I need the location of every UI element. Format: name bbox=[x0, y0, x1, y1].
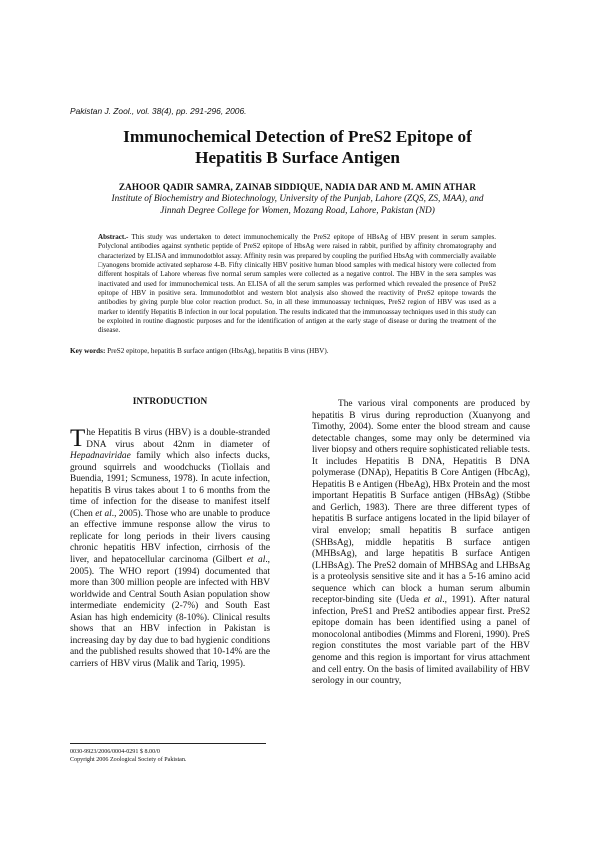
keywords-text: PreS2 epitope, hepatitis B surface antigen (HbsAg), hepatitis B virus (HBV). bbox=[105, 347, 329, 355]
intro-text-e: ., 2005). Those who are unable to produce an effective immune response allow the virus to replicate for long periods in their livers causing chronic hepatitis HBV infection, cirrhosis of the liver, and hepatocellular carcinoma (Gilbert bbox=[70, 508, 271, 566]
intro-text-b: Hepadnaviridae bbox=[70, 451, 131, 462]
footnote bbox=[70, 748, 186, 764]
intro-text-a: he Hepatitis B virus (HBV) is a double-stranded DNA virus about 42nm in diameter of bbox=[86, 428, 270, 450]
journal-citation: Pakistan J. Zool., vol. 38(4), pp. 291-296, 2006. bbox=[70, 106, 247, 116]
body-column-left bbox=[70, 425, 271, 670]
right-text-a: The various viral components are produced by hepatitis B virus during reproduction (Xuanyong and Timothy, 2004). Some enter the blood stream and cause detectable changes, some may only be determined via liver biopsy and others require sophisticated reliable tests. It includes Hepatitis B DNA, Hepatitis B DNA polymerase (DNAp), Hepatitis B Core Antigen (HbcAg), Hepatitis B e Antigen (HbeAg), HBx Protein and the most important Hepatitis B Surface antigen (HBsAg) (Stibbe and Gerlich, 1983). There are three different types of hepatitis B surface antigens located in the lipid bilayer of viral envelop; small hepatitis B surface antigen (SHBsAg), middle hepatitis B surface antigen (MHBsAg), and large hepatitis B surface Antigen (LHBsAg). The PreS2 domain of MHBSAg and LHBsAg is a proteolysis sensitive site and it has a 5-16 amino acid sequence which can block a human serum albumin receptor-binding site (Ueda bbox=[312, 399, 530, 606]
intro-text-g: ., 2005). The WHO report (1994) documented that more than 300 million people are infected with HBV worldwide and Central South Asian population show intermediate endemicity (2-7%) and South East Asian has high endemicity (8-10%). Clinical results shows that an HBV infection in Pakistan is increasing day by day due to bad hygienic conditions and the published results showed that 10-14% are the carriers of HBV virus (Malik and Tariq, 1995). bbox=[70, 555, 270, 669]
right-text-b: et al bbox=[423, 595, 443, 606]
affiliation-line-2: Jinnah Degree College for Women, Mozang Road, Lahore, Pakistan (ND) bbox=[160, 205, 435, 216]
affiliation-line-1: Institute of Biochemistry and Biotechnology, University of the Punjab, Lahore (ZQS, ZS, MAA), and bbox=[111, 194, 484, 204]
footnote-rule bbox=[70, 743, 266, 744]
keywords bbox=[70, 347, 530, 355]
section-heading-introduction: INTRODUCTION bbox=[132, 397, 208, 407]
intro-text-d: et al bbox=[95, 508, 112, 519]
footnote-line-2: Copyright 2006 Zoological Society of Pakistan. bbox=[70, 757, 187, 763]
author-list: ZAHOOR QADIR SAMRA, ZAINAB SIDDIQUE, NADIA DAR AND M. AMIN ATHAR bbox=[118, 182, 477, 192]
title-line-2: Hepatitis B Surface Antigen bbox=[195, 148, 400, 167]
abstract-label: Abstract.- bbox=[98, 233, 129, 241]
abstract bbox=[98, 233, 496, 336]
title-line-1: Immunochemical Detection of PreS2 Epitope of bbox=[123, 127, 472, 146]
paper-title bbox=[60, 126, 535, 168]
body-column-right bbox=[312, 399, 530, 688]
drop-cap: T bbox=[70, 425, 86, 452]
keywords-label: Key words: bbox=[70, 347, 106, 355]
intro-text-c: family which also infects ducks, ground squirrels and woodchucks (Tiollais and Buendia, 1991; Scmuness, 1978). In acute infection, hepatitis B virus takes about 1 to 6 months from the time of infection for the disease to manifest itself (Chen bbox=[70, 451, 270, 519]
intro-text-f: et al bbox=[246, 555, 266, 566]
right-text-c: ., 1991). After natural infection, PreS1 and PreS2 antibodies appear first. PreS2 epitope domain has been identified using a panel of monocolonal antibodies (Mimms and Floreni, 1990). PreS region constitutes the most variable part of the HBV genome and this region is important for virus attachment and cell entry. On the basis of limited availability of HBV serology in our country, bbox=[312, 595, 530, 687]
footnote-line-1: 0030-9923/2006/0004-0291 $ 8.00/0 bbox=[70, 749, 160, 755]
affiliation bbox=[80, 194, 515, 217]
abstract-text: This study was undertaken to detect immunochemically the PreS2 epitope of HBsAg of HBV present in serum samples. Polyclonal antibodies against synthetic peptide of PreS2 epitope of HbsAg were raised in rabbit, purified by affinity chromatography and characterized by ELISA and immunodotblot assay. Affinity resin was prepared by coupling the purified HbsAg with commercially available □yanogens bromide activated sepharose 4-B. Fifty clinically HBV positive human blood samples with medical history were collected from different hospitals of Lahore whereas five normal serum samples were collected as a negative control. The HBV in the sera samples was inactivated and used for immunochemical tests. An ELISA of all the serum samples was performed which revealed the presence of PreS2 epitope of HBV in positive sera. Immunodotblot and western blot analysis also showed the reactivity of PreS2 epitope towards the antibodies by giving purple blue color reaction product. So, in all these immunoassay techniques, PreS2 region of HBV was used as a marker to identify Hepatitis B infection in our local population. The results indicated that the immunoassay techniques used in this study can be exploited in routine diagnostic purposes and for the identification of antigen at the early stage of disease or during the treatment of the disease. bbox=[98, 233, 496, 335]
